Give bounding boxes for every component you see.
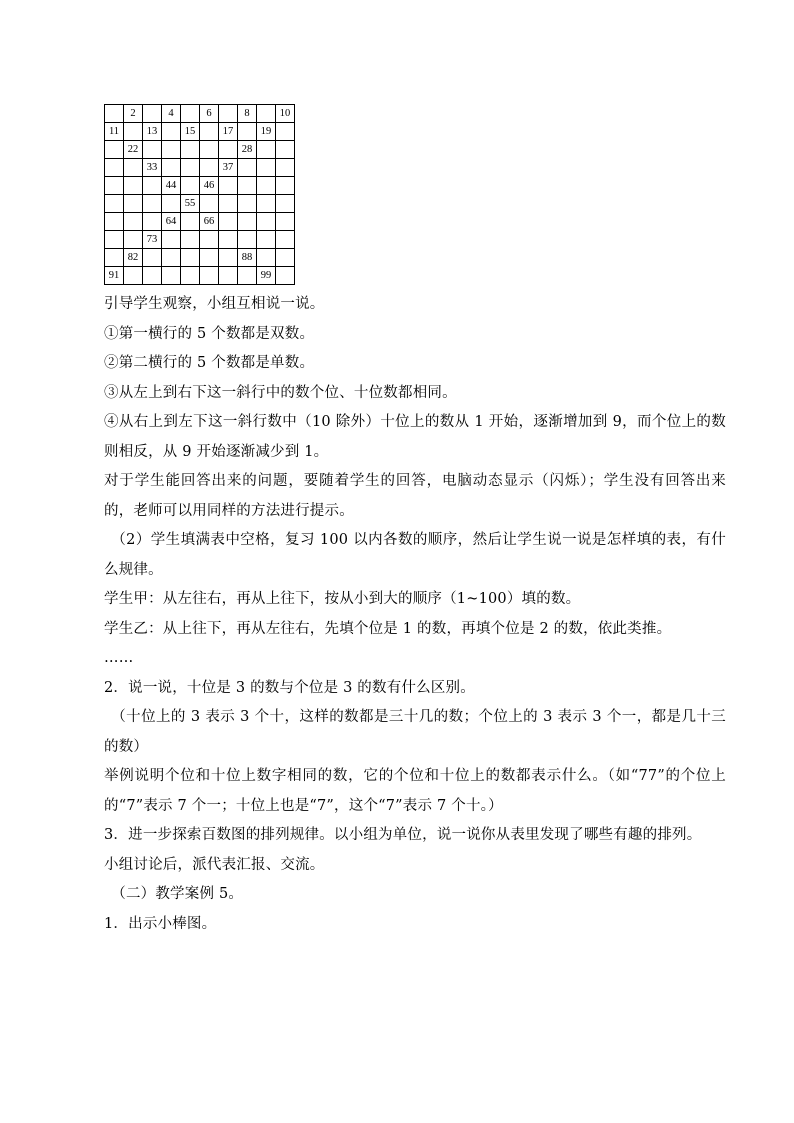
paragraph: ①第一横行的 5 个数都是双数。 xyxy=(104,325,315,342)
grid-cell xyxy=(276,231,295,249)
paragraph: 对于学生能回答出来的问题，要随着学生的回答，电脑动态显示（闪烁）；学生没有回答出来的，老师可以用同样的方法进行提示。 xyxy=(104,473,726,519)
grid-cell xyxy=(200,249,219,267)
grid-cell xyxy=(143,249,162,267)
grid-cell: 10 xyxy=(276,105,295,123)
grid-cell xyxy=(162,267,181,285)
grid-cell xyxy=(276,141,295,159)
grid-row xyxy=(105,105,295,123)
grid-cell xyxy=(162,159,181,177)
grid-cell xyxy=(181,105,200,123)
grid-row xyxy=(105,195,295,213)
grid-cell: 19 xyxy=(257,123,276,141)
grid-row xyxy=(105,249,295,267)
grid-cell xyxy=(219,177,238,195)
grid-cell xyxy=(105,159,124,177)
paragraph: （二）教学案例 5。 xyxy=(111,886,244,902)
paragraph: 3．进一步探索百数图的排列规律。以小组为单位，说一说你从表里发现了哪些有趣的排列。 xyxy=(104,827,702,843)
grid-cell xyxy=(200,159,219,177)
grid-cell xyxy=(276,249,295,267)
grid-cell: 64 xyxy=(162,213,181,231)
grid-cell: 15 xyxy=(181,123,200,141)
grid-cell xyxy=(162,141,181,159)
grid-cell xyxy=(200,195,219,213)
grid-cell xyxy=(276,267,295,285)
grid-cell xyxy=(162,195,181,213)
grid-cell xyxy=(162,249,181,267)
grid-cell xyxy=(181,267,200,285)
grid-cell: 2 xyxy=(124,105,143,123)
grid-cell: 82 xyxy=(124,249,143,267)
grid-cell: 37 xyxy=(219,159,238,177)
grid-cell xyxy=(238,231,257,249)
grid-cell xyxy=(200,123,219,141)
grid-cell xyxy=(238,123,257,141)
grid-cell xyxy=(219,105,238,123)
grid-cell xyxy=(219,267,238,285)
paragraph: ④从右上到左下这一斜行数中（10 除外）十位上的数从 1 开始，逐渐增加到 9，而个位上的数则相反，从 9 开始逐渐减少到 1。 xyxy=(104,414,726,460)
grid-cell xyxy=(143,105,162,123)
grid-cell xyxy=(181,141,200,159)
grid-row xyxy=(105,231,295,249)
grid-cell xyxy=(143,141,162,159)
grid-row xyxy=(105,267,295,285)
grid-cell: 28 xyxy=(238,141,257,159)
paragraph: 小组讨论后，派代表汇报、交流。 xyxy=(104,856,325,873)
grid-cell xyxy=(219,213,238,231)
grid-cell xyxy=(143,177,162,195)
grid-cell xyxy=(276,159,295,177)
lesson-text xyxy=(104,290,726,939)
grid-cell: 91 xyxy=(105,267,124,285)
grid-cell xyxy=(257,141,276,159)
grid-cell xyxy=(162,123,181,141)
grid-cell: 11 xyxy=(105,123,124,141)
paragraph: 学生甲：从左往右，再从上往下，按从小到大的顺序（1~100）填的数。 xyxy=(104,591,581,607)
grid-cell xyxy=(257,195,276,213)
paragraph: （2）学生填满表中空格，复习 100 以内各数的顺序，然后让学生说一说是怎样填的表，有什么规律。 xyxy=(104,532,726,578)
grid-cell xyxy=(181,213,200,231)
grid-cell xyxy=(105,249,124,267)
grid-cell xyxy=(276,195,295,213)
paragraph: ②第二横行的 5 个数都是单数。 xyxy=(104,355,315,371)
grid-cell xyxy=(181,231,200,249)
paragraph: 举例说明个位和十位上数字相同的数，它的个位和十位上的数都表示什么。（如“77”的个位上的“7”表示 7 个一；十位上也是“7”，这个“7”表示 7 个十。） xyxy=(104,768,726,814)
paragraph: ③从左上到右下这一斜行中的数个位、十位数都相同。 xyxy=(104,384,457,401)
grid-cell xyxy=(200,231,219,249)
grid-cell xyxy=(276,123,295,141)
grid-cell xyxy=(105,141,124,159)
grid-cell: 33 xyxy=(143,159,162,177)
grid-cell xyxy=(238,177,257,195)
grid-cell xyxy=(143,195,162,213)
grid-cell xyxy=(124,195,143,213)
grid-cell xyxy=(181,249,200,267)
grid-cell xyxy=(219,231,238,249)
hundred-chart-table xyxy=(104,104,295,285)
grid-cell xyxy=(238,213,257,231)
grid-cell xyxy=(257,177,276,195)
grid-cell xyxy=(238,195,257,213)
grid-cell xyxy=(143,267,162,285)
grid-cell: 73 xyxy=(143,231,162,249)
paragraph: （十位上的 3 表示 3 个十，这样的数都是三十几的数；个位上的 3 表示 3 个一，都是几十三的数） xyxy=(104,709,726,755)
grid-cell xyxy=(124,159,143,177)
grid-cell: 22 xyxy=(124,141,143,159)
grid-cell xyxy=(181,177,200,195)
grid-cell xyxy=(124,177,143,195)
grid-cell xyxy=(105,177,124,195)
grid-row xyxy=(105,141,295,159)
grid-cell: 66 xyxy=(200,213,219,231)
grid-cell xyxy=(257,159,276,177)
grid-row xyxy=(105,123,295,141)
grid-cell xyxy=(238,159,257,177)
grid-row xyxy=(105,159,295,177)
grid-cell xyxy=(181,159,200,177)
paragraph: 1．出示小棒图。 xyxy=(104,915,217,932)
grid-cell xyxy=(257,213,276,231)
grid-cell xyxy=(276,213,295,231)
grid-row xyxy=(105,177,295,195)
grid-cell: 55 xyxy=(181,195,200,213)
grid-cell xyxy=(257,231,276,249)
grid-cell xyxy=(238,267,257,285)
paragraph: 引导学生观察，小组互相说一说。 xyxy=(104,296,325,312)
grid-cell: 46 xyxy=(200,177,219,195)
grid-cell xyxy=(105,231,124,249)
grid-cell xyxy=(162,231,181,249)
grid-cell xyxy=(200,141,219,159)
grid-cell: 8 xyxy=(238,105,257,123)
grid-cell: 13 xyxy=(143,123,162,141)
grid-cell: 17 xyxy=(219,123,238,141)
grid-cell xyxy=(257,105,276,123)
grid-cell xyxy=(105,213,124,231)
grid-row xyxy=(105,213,295,231)
grid-cell xyxy=(219,195,238,213)
grid-cell xyxy=(276,177,295,195)
grid-cell xyxy=(124,231,143,249)
grid-cell xyxy=(105,105,124,123)
grid-cell xyxy=(124,123,143,141)
paragraph: …… xyxy=(104,650,134,666)
grid-cell xyxy=(219,141,238,159)
grid-cell: 4 xyxy=(162,105,181,123)
grid-cell: 88 xyxy=(238,249,257,267)
grid-cell: 44 xyxy=(162,177,181,195)
grid-cell xyxy=(124,213,143,231)
grid-cell xyxy=(219,249,238,267)
grid-cell xyxy=(105,195,124,213)
grid-cell xyxy=(257,249,276,267)
grid-cell xyxy=(200,267,219,285)
paragraph: 2．说一说，十位是 3 的数与个位是 3 的数有什么区别。 xyxy=(104,679,475,696)
grid-cell xyxy=(143,213,162,231)
grid-cell: 6 xyxy=(200,105,219,123)
paragraph: 学生乙：从上往下，再从左往右，先填个位是 1 的数，再填个位是 2 的数，依此类推。 xyxy=(104,620,672,637)
grid-cell xyxy=(124,267,143,285)
grid-cell: 99 xyxy=(257,267,276,285)
